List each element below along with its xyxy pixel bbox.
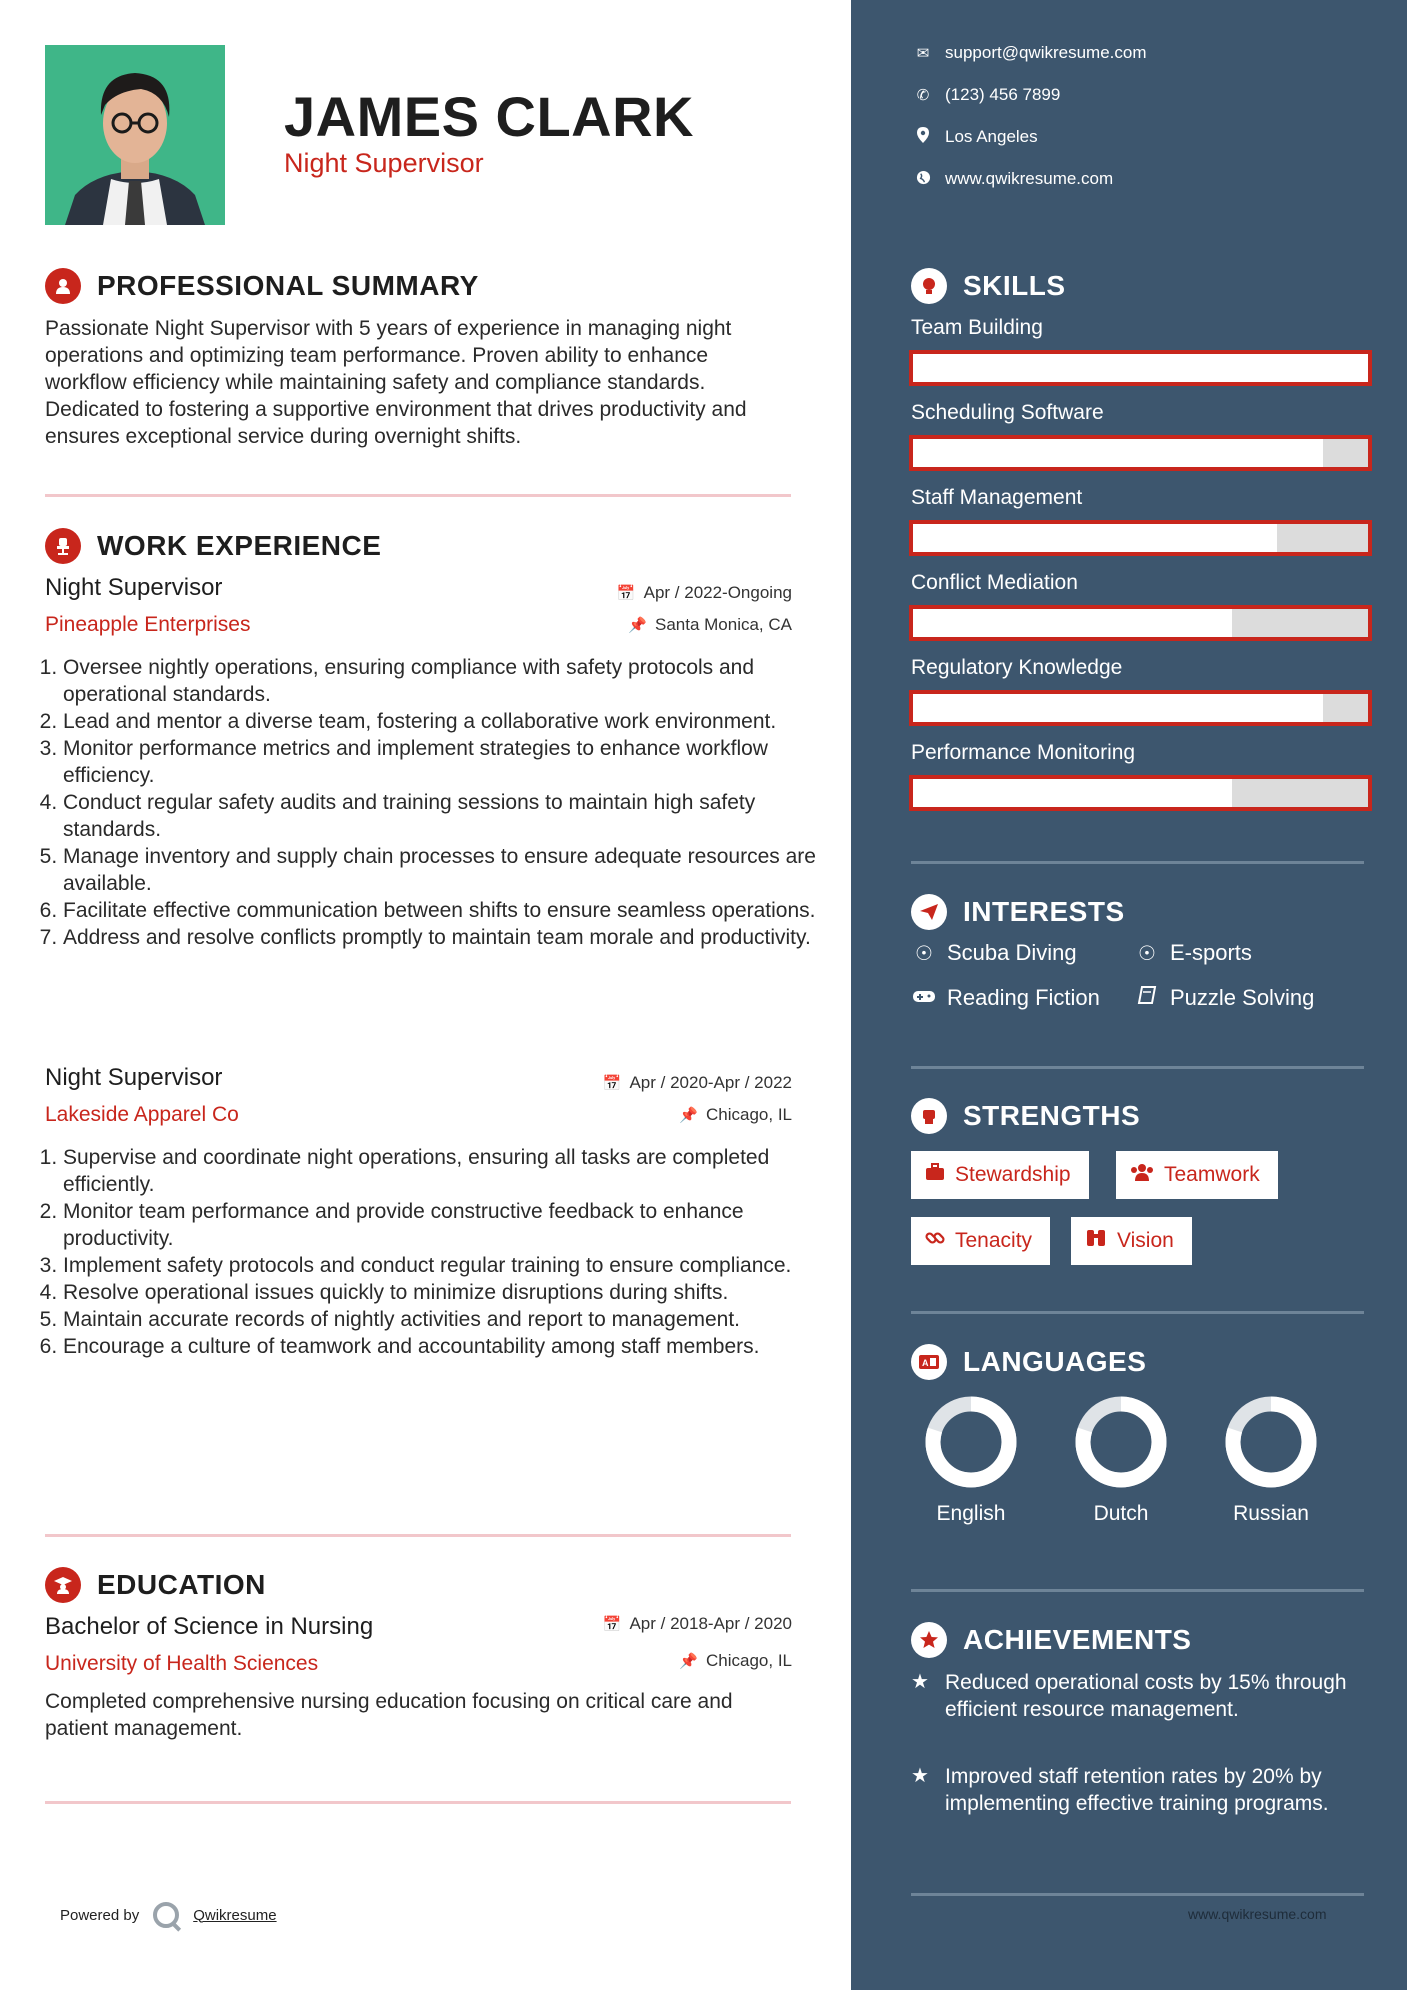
briefcase-icon (925, 1163, 945, 1187)
qwikresume-link[interactable]: Qwikresume (193, 1906, 277, 1924)
interests-title: INTERESTS (963, 896, 1125, 927)
interest-item (911, 985, 1100, 1011)
education-location (679, 1651, 792, 1671)
footer-website[interactable]: www.qwikresume.com (1188, 1906, 1327, 1922)
pushpin-icon: 📌 (628, 617, 647, 634)
strengths-heading (911, 1098, 1140, 1134)
paper-plane-icon (911, 894, 947, 930)
interest-item (1134, 940, 1252, 966)
skill-label: Performance Monitoring (911, 741, 1136, 764)
languages-heading (911, 1344, 1146, 1380)
skill-bar-fill (913, 439, 1323, 467)
link-icon (925, 1228, 945, 1254)
strength-label: Vision (1117, 1229, 1174, 1252)
degree-title: Bachelor of Science in Nursing (45, 1613, 374, 1640)
binoculars-icon (1085, 1228, 1107, 1254)
skill-bar (909, 435, 1372, 471)
summary-title: PROFESSIONAL SUMMARY (97, 270, 479, 301)
candidate-role: Night Supervisor (284, 148, 484, 178)
skill-bar (909, 605, 1372, 641)
job-bullets (38, 1144, 823, 1360)
skill-bar-fill (913, 354, 1368, 382)
translate-icon (911, 1344, 947, 1380)
interest-item (1134, 985, 1314, 1011)
calendar-icon: 📅 (616, 585, 636, 602)
list-item: 6. Facilitate effective communication between shifts to ensure seamless operations. (63, 897, 823, 924)
list-item: 3. Implement safety protocols and conduct regular training to ensure compliance. (63, 1252, 823, 1279)
skill-bar (909, 520, 1372, 556)
life-ring-icon: ☉ (915, 942, 933, 965)
list-item: 1. Oversee nightly operations, ensuring compliance with safety protocols and operational standards. (63, 654, 823, 708)
education-title: EDUCATION (97, 1569, 266, 1600)
education-location-text: Chicago, IL (706, 1651, 792, 1670)
powered-by (60, 1902, 277, 1928)
graduate-icon (45, 1567, 81, 1603)
strength-label: Tenacity (955, 1229, 1033, 1252)
powered-by-label: Powered by (60, 1906, 140, 1924)
section-divider (45, 1801, 791, 1804)
strength-tag (911, 1151, 1089, 1199)
list-item: 2. Monitor team performance and provide constructive feedback to enhance productivity. (63, 1198, 823, 1252)
education-date (603, 1614, 792, 1634)
achievement-item (911, 1763, 1351, 1817)
skill-bar-fill (913, 694, 1323, 722)
gamepad-icon (911, 987, 937, 1010)
list-item: 7. Address and resolve conflicts promptly to maintain team morale and productivity. (63, 924, 823, 951)
job-title: Night Supervisor (45, 574, 223, 601)
job-date (603, 1073, 792, 1093)
language-item (1046, 1394, 1196, 1526)
map-pin-icon (911, 127, 935, 147)
language-label: Dutch (1093, 1502, 1149, 1525)
interest-item (911, 940, 1077, 966)
section-divider (45, 1534, 791, 1537)
language-label: Russian (1233, 1502, 1309, 1525)
skill-label: Team Building (911, 316, 1043, 339)
list-item: 5. Manage inventory and supply chain processes to ensure adequate resources are available. (63, 843, 823, 897)
star-icon: ★ (911, 1671, 929, 1693)
language-donut (1223, 1394, 1319, 1490)
achievement-text: Improved staff retention rates by 20% by implementing effective training programs. (945, 1765, 1329, 1815)
skill-label: Scheduling Software (911, 401, 1104, 424)
job-title: Night Supervisor (45, 1064, 223, 1091)
contact-phone[interactable] (911, 85, 1060, 105)
education-heading (45, 1567, 266, 1603)
language-donut (1073, 1394, 1169, 1490)
strength-tag (1071, 1217, 1192, 1265)
lightbulb-icon (911, 268, 947, 304)
qwikresume-logo-icon (153, 1902, 179, 1928)
section-divider (911, 1311, 1364, 1314)
candidate-name: JAMES CLARK (284, 85, 694, 148)
skill-label: Staff Management (911, 486, 1083, 509)
star-icon: ★ (911, 1765, 929, 1787)
globe-icon (911, 170, 935, 189)
job-location (679, 1105, 792, 1125)
svg-text:A: A (922, 1358, 929, 1368)
star-badge-icon (911, 1622, 947, 1658)
list-item: 6. Encourage a culture of teamwork and accountability among staff members. (63, 1333, 823, 1360)
contact-email[interactable] (911, 43, 1147, 63)
job-date (617, 583, 792, 603)
contact-location (911, 127, 1038, 147)
interest-label: Puzzle Solving (1170, 985, 1315, 1010)
languages-title: LANGUAGES (963, 1346, 1147, 1377)
summary-heading (45, 268, 479, 304)
list-item: 4. Resolve operational issues quickly to minimize disruptions during shifts. (63, 1279, 823, 1306)
list-item: 2. Lead and mentor a diverse team, fostering a collaborative work environment. (63, 708, 823, 735)
job-bullets (38, 654, 823, 951)
strength-label: Teamwork (1164, 1163, 1260, 1186)
language-item (1196, 1394, 1346, 1526)
profile-photo (45, 45, 225, 225)
achievement-text: Reduced operational costs by 15% through efficient resource management. (945, 1671, 1347, 1721)
skill-bar-fill (913, 609, 1232, 637)
language-item (896, 1394, 1046, 1526)
job-date-text: Apr / 2022-Ongoing (643, 583, 792, 602)
skills-heading (911, 268, 1066, 304)
achievements-title: ACHIEVEMENTS (963, 1624, 1192, 1655)
education-text: Completed comprehensive nursing education focusing on critical care and patient management. (45, 1690, 733, 1740)
calendar-icon: 📅 (602, 1616, 622, 1633)
pushpin-icon: 📌 (679, 1653, 698, 1670)
section-divider (911, 1893, 1364, 1896)
office-chair-icon (45, 528, 81, 564)
skill-label: Conflict Mediation (911, 571, 1078, 594)
calendar-icon: 📅 (602, 1075, 622, 1092)
skills-title: SKILLS (963, 270, 1066, 301)
list-item: 3. Monitor performance metrics and implement strategies to enhance workflow efficiency. (63, 735, 823, 789)
job-location-text: Santa Monica, CA (654, 615, 792, 634)
section-divider (45, 494, 791, 497)
book-icon (1134, 985, 1160, 1011)
section-divider (911, 861, 1364, 864)
skill-bar-fill (913, 524, 1277, 552)
job-location (628, 615, 792, 635)
contact-website[interactable] (911, 169, 1113, 189)
strength-tag (911, 1217, 1050, 1265)
interest-label: Reading Fiction (947, 985, 1100, 1010)
language-donut (923, 1394, 1019, 1490)
job-company: Pineapple Enterprises (45, 613, 251, 636)
section-divider (911, 1589, 1364, 1592)
education-date-text: Apr / 2018-Apr / 2020 (629, 1614, 792, 1633)
contact-email-text: support@qwikresume.com (945, 43, 1147, 62)
language-label: English (936, 1502, 1006, 1525)
list-item: 5. Maintain accurate records of nightly activities and report to management. (63, 1306, 823, 1333)
skill-bar (909, 350, 1372, 386)
list-item: 4. Conduct regular safety audits and training sessions to maintain high safety standards. (63, 789, 823, 843)
section-divider (911, 1066, 1364, 1069)
list-item: 1. Supervise and coordinate night operations, ensuring all tasks are completed efficiently. (63, 1144, 823, 1198)
envelope-icon: ✉ (916, 45, 930, 62)
strength-label: Stewardship (955, 1163, 1071, 1186)
achievements-heading (911, 1622, 1191, 1658)
skill-bar (909, 690, 1372, 726)
experience-title: WORK EXPERIENCE (97, 530, 382, 561)
school-name: University of Health Sciences (45, 1652, 319, 1675)
strength-tag (1116, 1151, 1278, 1199)
achievement-item (911, 1669, 1351, 1723)
contact-phone-text: (123) 456 7899 (945, 85, 1061, 104)
job-date-text: Apr / 2020-Apr / 2022 (629, 1073, 792, 1092)
contact-website-text: www.qwikresume.com (945, 169, 1114, 188)
phone-icon: ✆ (916, 87, 930, 104)
summary-text: Passionate Night Supervisor with 5 years of experience in managing night operations and optimizing team performance. Proven ability to enhance workflow efficiency while maintaining safety and compliance standards. Dedicated to fostering a supportive environment that drives productivity and ensures exceptional service during overnight shifts. (45, 317, 747, 448)
fist-icon (911, 1098, 947, 1134)
interest-label: E-sports (1170, 940, 1252, 965)
user-icon (45, 268, 81, 304)
skill-bar-fill (913, 779, 1232, 807)
pushpin-icon: 📌 (679, 1107, 698, 1124)
interests-heading (911, 894, 1125, 930)
interest-label: Scuba Diving (947, 940, 1077, 965)
users-icon (1130, 1163, 1154, 1187)
skill-label: Regulatory Knowledge (911, 656, 1123, 679)
experience-heading (45, 528, 381, 564)
job-location-text: Chicago, IL (706, 1105, 792, 1124)
job-company: Lakeside Apparel Co (45, 1103, 239, 1126)
contact-location-text: Los Angeles (945, 127, 1038, 146)
strengths-title: STRENGTHS (963, 1100, 1141, 1131)
life-ring-icon: ☉ (1138, 942, 1156, 965)
skill-bar (909, 775, 1372, 811)
